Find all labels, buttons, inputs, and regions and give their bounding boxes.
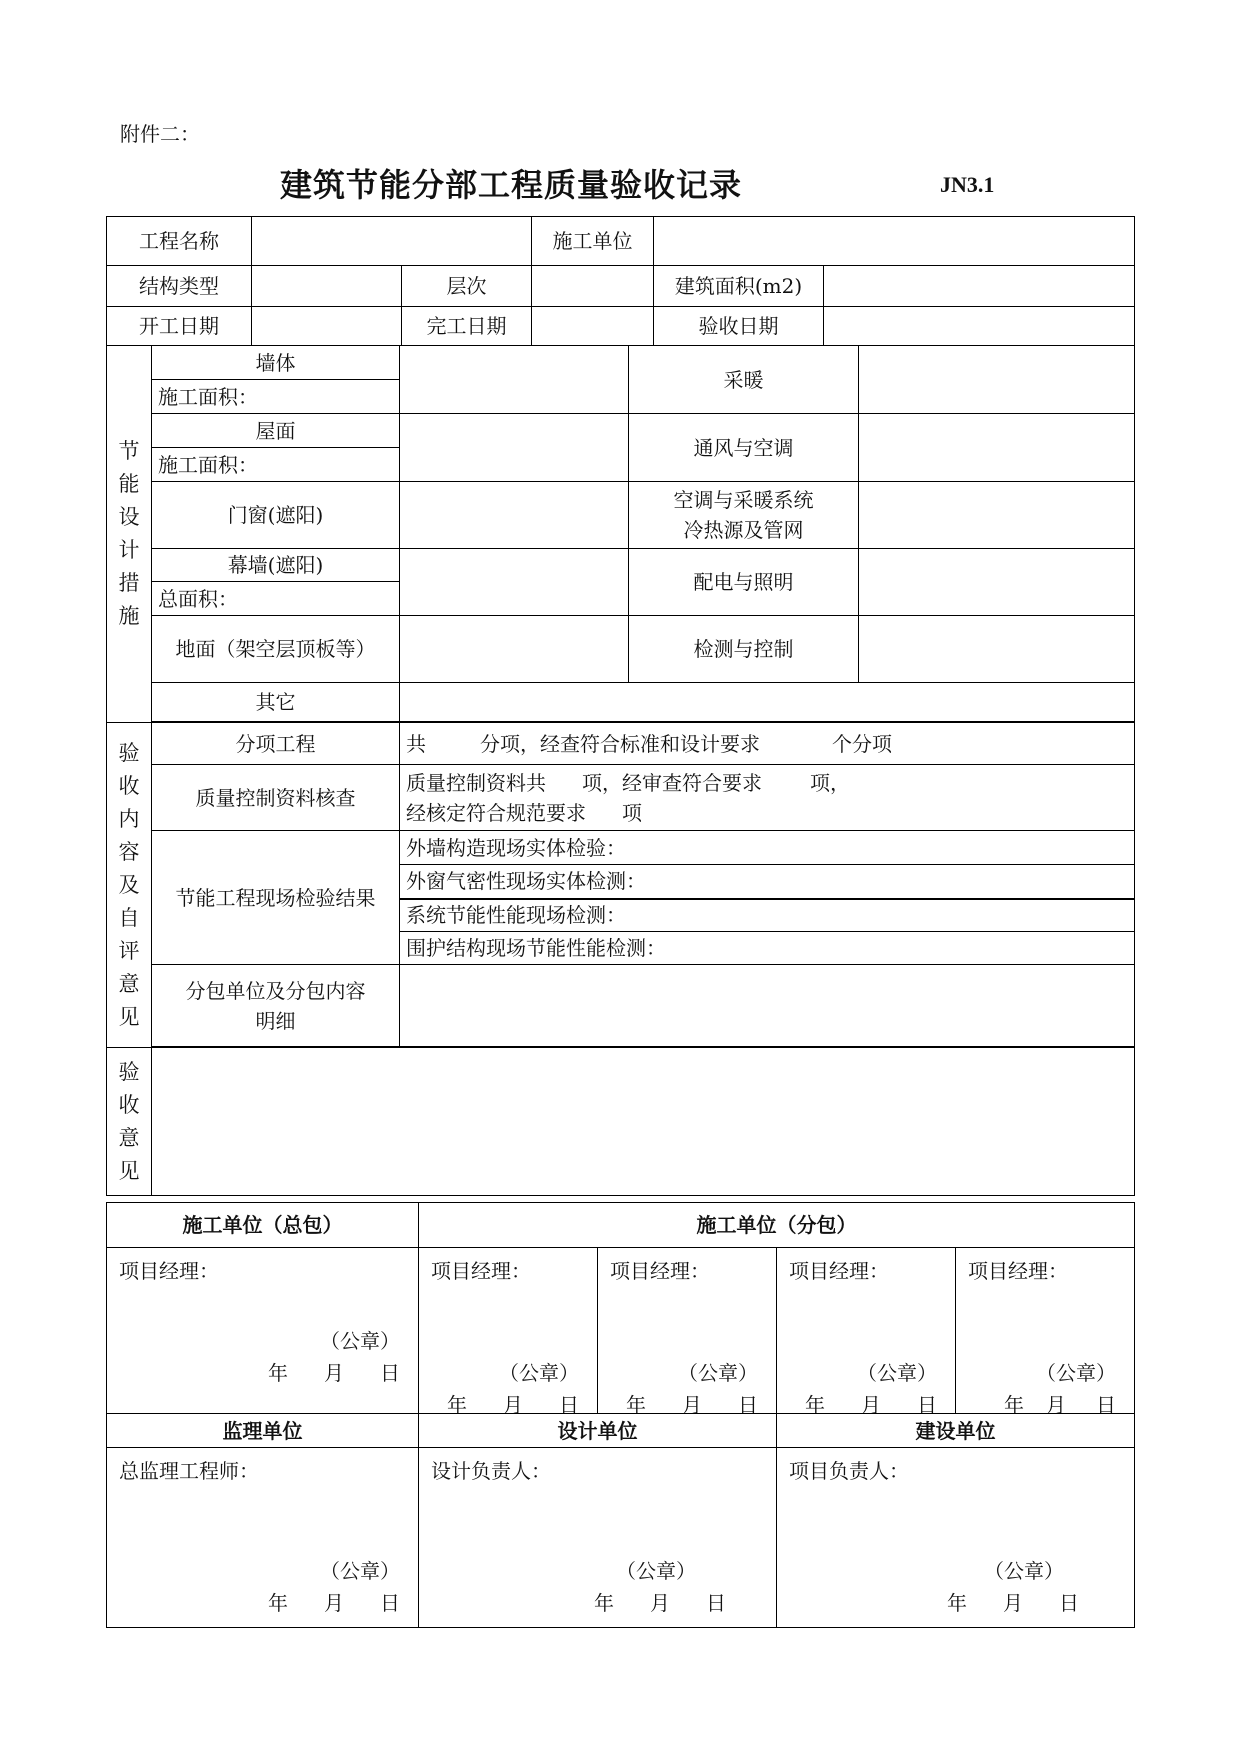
field-ground[interactable] [400,616,629,683]
header-supervision: 监理单位 [107,1414,419,1448]
field-floors[interactable] [532,266,654,307]
main-table [106,345,1135,1196]
label-finish-date: 完工日期 [402,307,532,346]
field-wall[interactable] [400,346,629,414]
sign-sub-4[interactable]: 项目经理： （公章） 年 月 日 [956,1248,1135,1414]
form-code: JN3.1 [940,172,995,197]
label-doors-windows: 门窗(遮阳) [152,482,400,549]
site-item-1: 外墙构造现场实体检验： [400,831,1135,865]
hvac-line-1: 空调与采暖系统 [673,488,814,512]
label-curtain-wall: 幕墙(遮阳) [152,549,400,582]
label-qc-docs: 质量控制资料核查 [152,765,400,831]
field-construction-unit[interactable] [654,217,1135,266]
field-building-area[interactable] [824,266,1135,307]
field-hvac[interactable] [859,482,1135,549]
header-design-unit: 设计单位 [419,1414,777,1448]
field-heating[interactable] [859,346,1135,414]
label-other: 其它 [152,683,400,722]
label-ventilation: 通风与空调 [629,414,859,482]
header-table [106,216,1135,346]
sign-owner[interactable]: 项目负责人： （公章） 年 月 日 [777,1448,1135,1628]
label-project-name: 工程名称 [107,217,252,266]
label-floors: 层次 [402,266,532,307]
text-sub-items: 共 分项，经查符合标准和设计要求 个分项 [400,723,1135,765]
field-power-lighting[interactable] [859,549,1135,616]
field-opinion[interactable] [152,1048,1135,1196]
sign-sub-1[interactable]: 项目经理： （公章） 年 月 日 [419,1248,598,1414]
header-general-contractor: 施工单位（总包） [107,1203,419,1248]
field-ventilation[interactable] [859,414,1135,482]
label-ground: 地面（架空层顶板等） [152,616,400,683]
section-label-acceptance: 验收内容及自评意见 [107,723,152,1048]
label-power-lighting: 配电与照明 [629,549,859,616]
field-start-date[interactable] [252,307,402,346]
label-sub-items: 分项工程 [152,723,400,765]
label-monitoring: 检测与控制 [629,616,859,683]
field-acceptance-date[interactable] [824,307,1135,346]
sign-general-contractor[interactable]: 项目经理： （公章） 年 月 日 [107,1248,419,1414]
field-structure-type[interactable] [252,266,402,307]
label-wall: 墙体 [152,346,400,380]
label-construction-unit: 施工单位 [532,217,654,266]
page-title: 建筑节能分部工程质量验收记录 [280,166,743,204]
hvac-line-2: 冷热源及管网 [683,518,804,542]
label-start-date: 开工日期 [107,307,252,346]
label-roof: 屋面 [152,414,400,448]
site-item-4: 围护结构现场节能性能检测： [400,932,1135,965]
label-heating: 采暖 [629,346,859,414]
field-other[interactable] [400,683,1135,722]
signature-table [106,1202,1135,1417]
signature-table-2 [106,1413,1135,1628]
label-structure-type: 结构类型 [107,266,252,307]
label-building-area: 建筑面积(m2) [654,266,824,307]
section-label-opinion: 验收意见 [107,1048,152,1196]
header-owner: 建设单位 [777,1414,1135,1448]
field-project-name[interactable] [252,217,532,266]
header-subcontractor: 施工单位（分包） [419,1203,1135,1248]
sign-sub-2[interactable]: 项目经理： （公章） 年 月 日 [598,1248,777,1414]
field-monitoring[interactable] [859,616,1135,683]
label-roof-area: 施工面积： [152,448,400,482]
sign-sub-3[interactable]: 项目经理： （公章） 年 月 日 [777,1248,956,1414]
attachment-label: 附件二： [120,122,200,146]
site-item-3: 系统节能性能现场检测： [400,899,1135,932]
field-roof[interactable] [400,414,629,482]
text-qc-docs: 质量控制资料共 项，经审查符合要求 项， 经核定符合规范要求 项 [400,765,1135,831]
label-subcontract: 分包单位及分包内容 明细 [152,965,400,1047]
label-total-area: 总面积： [152,582,400,616]
label-acceptance-date: 验收日期 [654,307,824,346]
label-site-results: 节能工程现场检验结果 [152,831,400,965]
sign-supervision[interactable]: 总监理工程师： （公章） 年 月 日 [107,1448,419,1628]
label-hvac [629,482,859,549]
field-curtain-wall[interactable] [400,549,629,616]
section-label-design: 节能设计措施 [107,346,152,723]
label-wall-area: 施工面积： [152,380,400,414]
field-doors-windows[interactable] [400,482,629,549]
field-finish-date[interactable] [532,307,654,346]
site-item-2: 外窗气密性现场实体检测： [400,865,1135,899]
sign-design[interactable]: 设计负责人： （公章） 年 月 日 [419,1448,777,1628]
field-subcontract[interactable] [400,965,1135,1047]
